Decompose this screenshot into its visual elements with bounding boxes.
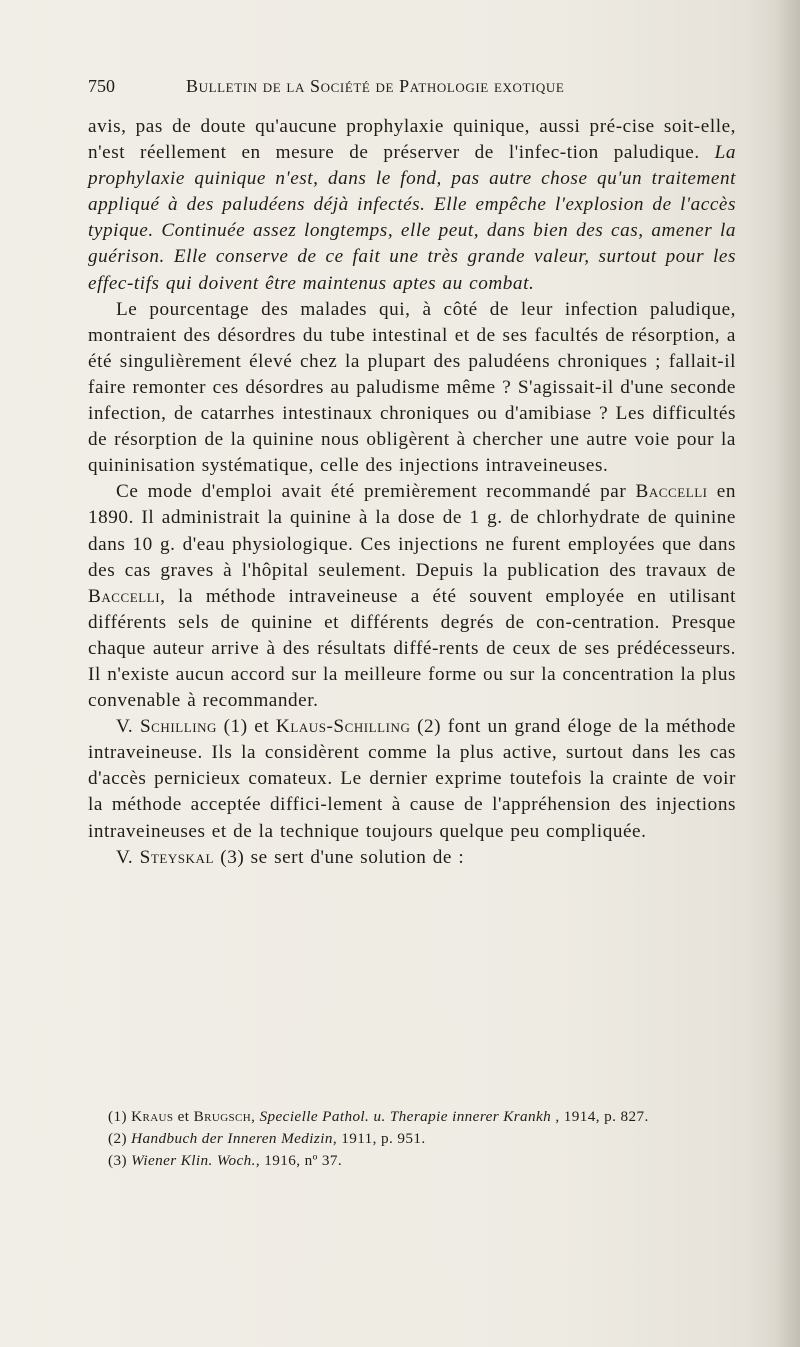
paragraph-3 xyxy=(88,479,736,714)
page-edge-shadow xyxy=(776,0,800,1347)
paragraph-3-text-a: Ce mode d'emploi avait été premièrement recommandé par xyxy=(116,481,636,503)
author-name: Steyskal xyxy=(139,846,214,868)
footnote-number: (1) xyxy=(108,1108,132,1125)
footnotes xyxy=(88,1106,736,1172)
paragraph-5-text-b: (3) se sert d'une solution de : xyxy=(213,846,465,868)
paragraph-4 xyxy=(88,714,736,844)
paragraph-3-text-c: , la méthode intraveineuse a été souvent employée en utilisant différents sels de quinine et différents degrés de con-centration. Presque chaque auteur arrive à des résultats diffé-rents de ceux de ses prédécesseurs. Il n'existe aucun accord sur la meilleure forme ou sur la concentration la plus convenable à recommander. xyxy=(88,585,736,712)
footnote-title: Specielle Pathol. u. Therapie innerer Krankh xyxy=(259,1108,552,1125)
footnote-author: Kraus xyxy=(131,1108,174,1125)
paragraph-5-text-a: V. xyxy=(116,846,140,868)
body-text xyxy=(88,114,736,871)
paragraph-4-text-c: (2) font un grand éloge de la méthode intraveineuse. Ils la considèrent comme la plus active, surtout dans les cas d'accès pernicieux comateux. Le dernier exprime toutefois la crainte de voir la méthode acceptée diffici-lement à cause de l'appréhension des injections intraveineuses et de la technique toujours quelque peu compliquée. xyxy=(88,716,736,842)
author-name: Schilling xyxy=(139,716,217,738)
footnote-number: (3) xyxy=(108,1152,132,1169)
footnote-author: Brugsch xyxy=(193,1108,252,1125)
paragraph-4-text-a: V. xyxy=(116,716,140,738)
author-name: Klaus-Schilling xyxy=(275,716,411,738)
author-name: Baccelli xyxy=(88,585,161,607)
paragraph-1-italic: La prophylaxie quinique n'est, dans le fond, pas autre chose qu'un traitement appliqué à des paludéens déjà infectés. Elle empêche l'explosion de l'accès typique. Continuée assez longtemps, elle peut, dans bien des cas, amener la guérison. Elle conserve de ce fait une très grande valeur, surtout pour les effec-tifs qui doivent être maintenus aptes au combat. xyxy=(88,142,736,294)
paragraph-4-text-b: (1) et xyxy=(216,716,276,738)
footnote-reference: , 1914, p. 827. xyxy=(551,1108,649,1125)
footnote-title: Handbuch der Inneren Medizin xyxy=(131,1130,333,1147)
footnote-2 xyxy=(88,1128,736,1150)
running-title: Bulletin de la Société de Pathologie exotique xyxy=(186,76,565,96)
footnote-separator: , xyxy=(251,1108,260,1125)
footnote-title: Wiener Klin. Woch. xyxy=(131,1152,256,1169)
footnote-1 xyxy=(88,1106,736,1128)
author-name: Baccelli xyxy=(635,481,708,503)
paragraph-1 xyxy=(88,114,736,297)
footnote-3 xyxy=(88,1150,736,1172)
paragraph-5 xyxy=(88,845,736,871)
footnote-reference: , 1911, p. 951. xyxy=(332,1130,426,1147)
footnote-conjunction: et xyxy=(173,1108,194,1125)
footnote-reference: , 1916, nº 37. xyxy=(255,1152,343,1169)
paragraph-3-text-b: en 1890. Il administrait la quinine à la dose de 1 g. de chlorhydrate de quinine dans 10 g. d'eau physiologique. Ces injections ne furent employées que dans des cas graves à l'hôpital seulement. Depuis la publication des travaux de xyxy=(88,481,736,581)
paragraph-2: Le pourcentage des malades qui, à côté de leur infection paludique, montraient des désordres du tube intestinal et de ses facultés de résorption, a été singulièrement élevé chez la plupart des paludéens chroniques ; fallait-il faire remonter ces désordres au paludisme même ? S'agissait-il d'une seconde infection, de catarrhes intestinaux chroniques ou d'amibiase ? Les difficultés de résorption de la quinine nous obligèrent à chercher une autre voie pour la quininisation systématique, celle des injections intraveineuses. xyxy=(88,298,736,477)
footnote-number: (2) xyxy=(108,1130,132,1147)
running-header xyxy=(88,76,728,97)
page-number: 750 xyxy=(88,76,115,96)
paragraph-1-roman: avis, pas de doute qu'aucune prophylaxie quinique, aussi pré-cise soit-elle, n'est réellement en mesure de préserver de l'infec-tion paludique. xyxy=(88,116,736,164)
